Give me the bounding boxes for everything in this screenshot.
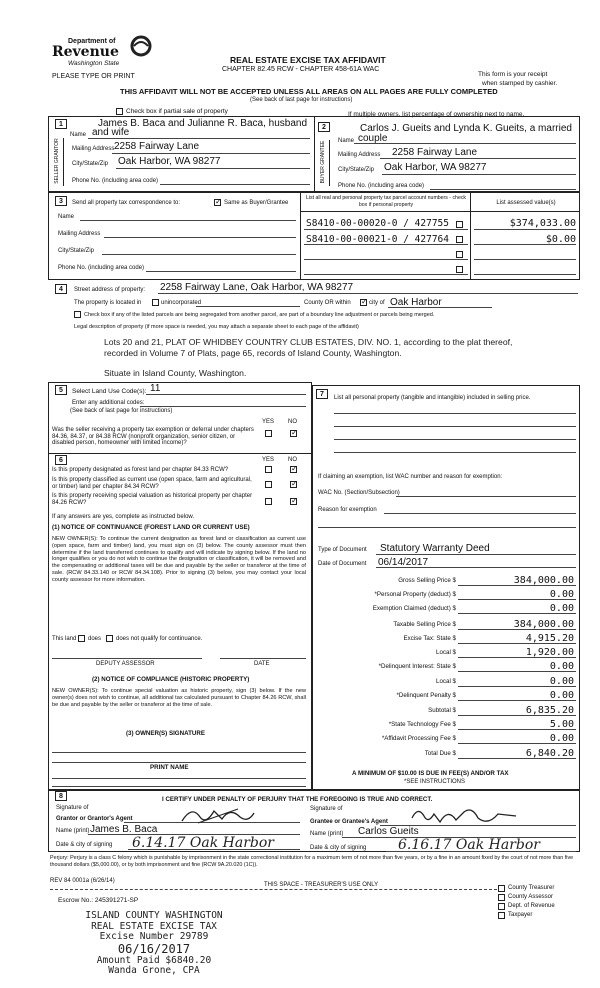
logo-line3: Washington State <box>68 60 120 67</box>
rev-number: REV 84 0001a (6/26/14) <box>50 878 115 884</box>
minimum-fee-note: A MINIMUM OF $10.00 IS DUE IN FEE(S) AND/OR TAX <box>352 770 509 777</box>
copy-assessor-checkbox[interactable] <box>498 894 505 901</box>
parcel-1-value: $374,033.00 <box>509 218 576 229</box>
tax-value: 6,835.20 <box>525 705 574 716</box>
land-does-label: This land <box>52 636 77 642</box>
buyer-name-label: Name <box>338 138 355 144</box>
city-of-label: city of <box>369 300 385 306</box>
s5-no-checkbox[interactable] <box>290 430 297 437</box>
buyer-city-label: City/State/Zip <box>338 167 375 173</box>
tax-value: 384,000.00 <box>513 619 574 630</box>
tax-label: Exemption Claimed (deduct) $ <box>372 605 456 612</box>
parcel-2-personal-checkbox[interactable] <box>456 236 463 243</box>
tax-value: 0.00 <box>549 603 574 614</box>
escrow-number: Escrow No.: 245391271-SP <box>58 897 139 904</box>
additional-codes-label: Enter any additional codes: <box>72 400 145 406</box>
unincorporated-label: unincorporated <box>161 300 202 306</box>
legal-line1: Lots 20 and 21, PLAT OF WHIDBEY COUNTRY CLUB ESTATES, DIV. NO. 1, according to the plat thereof, <box>104 337 513 347</box>
unincorporated-checkbox[interactable] <box>152 299 159 306</box>
grantee-print-label: Name (print) <box>310 831 344 837</box>
s5-no: NO <box>288 419 297 425</box>
buyer-section-num: 2 <box>318 122 330 132</box>
tax-value: 4,915.20 <box>525 633 574 644</box>
doc-date-label: Date of Document <box>318 561 367 567</box>
property-city: Oak Harbor <box>390 297 442 308</box>
parcel-3-personal-checkbox[interactable] <box>456 251 463 258</box>
doc-date: 06/14/2017 <box>378 557 429 568</box>
s3-name-label: Name <box>58 214 75 220</box>
s6-q3-no[interactable] <box>290 498 297 505</box>
parcel-1-number: S8410-00-00020-0 / 427755 <box>306 218 449 229</box>
seller-name-line2: and wife <box>92 127 130 138</box>
notice2-title: (2) NOTICE OF COMPLIANCE (HISTORIC PROPERTY) <box>92 676 250 683</box>
tax-label: Total Due $ <box>424 750 456 757</box>
seller-city-label: City/State/Zip <box>72 161 109 167</box>
deputy-assessor: DEPUTY ASSESSOR <box>96 661 155 667</box>
warning-text: THIS AFFIDAVIT WILL NOT BE ACCEPTED UNLESS ALL AREAS ON ALL PAGES ARE FULLY COMPLETED <box>120 87 498 96</box>
tax-label: Subtotal $ <box>428 707 456 714</box>
s6-q2-yes[interactable] <box>265 481 272 488</box>
city-of-checkbox[interactable] <box>360 299 367 306</box>
tax-value: 5.00 <box>549 719 574 730</box>
land-use-code: 11 <box>150 383 161 394</box>
does-label: does <box>88 636 102 642</box>
tax-label: *Delinquent Interest: State $ <box>378 663 456 670</box>
land-does-checkbox[interactable] <box>78 635 85 642</box>
tax-label: Taxable Selling Price $ <box>393 621 456 628</box>
exemption-question: Was the seller receiving a property tax exemption or deferral under chapters 84.36, 84.37, or 84.38 RCW (nonprofit organization, senior citizen, or disabled person, homeowner with limited income)? <box>52 427 254 447</box>
s6-q3: Is this property receiving special valuation as historical property per chapter 84.26 RCW? <box>52 493 253 506</box>
treasurer-stamp <box>54 911 254 977</box>
print-name-label: PRINT NAME <box>150 764 189 771</box>
section4-num: 4 <box>55 284 67 294</box>
parcel-4-personal-checkbox[interactable] <box>456 266 463 273</box>
reason-label: Reason for exemption <box>318 507 377 513</box>
grantor-sig-label: Signature of <box>56 805 89 811</box>
segregated-note: Check box if any of the listed parcels are being segregated from another parcel, are part of a boundary line adjustment or parcels being merged. <box>84 312 435 318</box>
segregated-checkbox[interactable] <box>74 311 81 318</box>
exemption-claim-label: If claiming an exemption, list WAC number and reason for exemption: <box>318 474 503 480</box>
s6-q1: Is this property designated as forest land per chapter 84.33 RCW? <box>52 467 229 473</box>
see-instructions: *SEE INSTRUCTIONS <box>404 779 466 785</box>
receipt-note1: This form is your receipt <box>478 71 548 78</box>
seller-city: Oak Harbor, WA 98277 <box>118 156 221 167</box>
stamp-county: ISLAND COUNTY WASHINGTON <box>85 910 223 921</box>
same-as-buyer-checkbox[interactable] <box>214 199 221 206</box>
form-title: REAL ESTATE EXCISE TAX AFFIDAVIT <box>230 55 386 65</box>
s6-q2-no[interactable] <box>290 481 297 488</box>
assessed-header: List assessed value(s) <box>496 200 556 206</box>
stamp-excise-number: Excise Number 29789 <box>99 931 209 942</box>
grantee-date-label: Date & city of signing <box>310 845 367 851</box>
certify-statement: I CERTIFY UNDER PENALTY OF PERJURY THAT THE FOREGOING IS TRUE AND CORRECT. <box>162 796 433 803</box>
copy-taxpayer-checkbox[interactable] <box>498 912 505 919</box>
partial-sale-checkbox[interactable] <box>116 108 123 115</box>
grantor-agent-label: Grantor or Grantor's Agent <box>56 816 133 822</box>
see-back-note: (See back of last page for instructions) <box>250 97 353 103</box>
s6-q3-yes[interactable] <box>265 498 272 505</box>
legal-label: Legal description of property (if more space is needed, you may attach a separate sheet to each page of the affidavit) <box>74 324 359 330</box>
tax-label: Local $ <box>436 649 456 656</box>
deputy-date: DATE <box>254 661 270 667</box>
s6-q2: Is this property classified as current use (open space, farm and agricultural, or timber) land per chapter 84.34 RCW? <box>52 477 252 490</box>
grantor-print-label: Name (print) <box>56 828 90 834</box>
copy-dor-checkbox[interactable] <box>498 903 505 910</box>
tax-label: *Delinquent Penalty $ <box>396 692 456 699</box>
tax-label: Excise Tax: State $ <box>403 635 456 642</box>
logo-line1: Department of <box>68 38 116 45</box>
personal-property-label: List all personal property (tangible and intangible) included in selling price. <box>334 395 531 401</box>
please-type: PLEASE TYPE OR PRINT <box>52 73 135 80</box>
grantee-signature <box>408 804 520 828</box>
street-address: 2258 Fairway Lane, Oak Harbor, WA 98277 <box>160 282 354 293</box>
notice2-text: NEW OWNER(S): To continue special valuation as historic property, sign (3) below. If the new owner(s) does not wish to continue, all additional tax calculated pursuant to Chapter 84.26 RCW, shall be due and payable by the seller or transferor at the time of sale. <box>52 688 306 708</box>
grantee-print-name: Carlos Gueits <box>358 826 419 837</box>
s3-phone-label: Phone No. (including area code) <box>58 265 145 271</box>
tax-label: *Affidavit Processing Fee $ <box>381 735 456 742</box>
s5-yes-checkbox[interactable] <box>265 430 272 437</box>
tax-label: *State Technology Fee $ <box>388 721 456 728</box>
stamp-tax: REAL ESTATE EXCISE TAX <box>91 920 217 932</box>
land-does-not-checkbox[interactable] <box>106 635 113 642</box>
buyer-city: Oak Harbor, WA 98277 <box>384 162 487 173</box>
grantor-date-label: Date & city of signing <box>56 842 113 848</box>
tax-value: 384,000.00 <box>513 575 574 586</box>
tax-value: 0.00 <box>549 690 574 701</box>
parcel-2-value: $0.00 <box>545 234 576 245</box>
grantee-agent-label: Grantee or Grantee's Agent <box>310 819 388 825</box>
receipt-note2: when stamped by cashier. <box>482 80 558 87</box>
s3-city-label: City/State/Zip <box>58 248 95 254</box>
grantor-date-city: 6.14.17 Oak Harbor <box>132 835 274 851</box>
land-use-label: Select Land Use Code(s): <box>72 388 147 395</box>
copy-treasurer: County Treasurer <box>508 885 555 891</box>
copy-assessor: County Assessor <box>508 894 554 900</box>
grantee-date-city: 6.16.17 Oak Harbor <box>398 837 540 853</box>
tax-label: *Personal Property (deduct) $ <box>374 591 456 598</box>
tax-value: 6,840.20 <box>525 748 574 759</box>
seller-section-num: 1 <box>55 119 67 129</box>
multiple-owners-note: If multiple owners, list percentage of ownership next to name. <box>348 111 525 118</box>
dor-swoosh-icon <box>130 34 152 58</box>
parcel-header: List all real and personal property tax parcel account numbers - check box if personal property <box>305 195 467 208</box>
section6-num: 6 <box>55 455 67 465</box>
buyer-address-label: Mailing Address <box>338 152 381 158</box>
form-chapters: CHAPTER 82.45 RCW - CHAPTER 458-61A WAC <box>222 66 380 73</box>
tax-value: 1,920.00 <box>525 647 574 658</box>
buyer-name-line2: couple <box>358 133 388 144</box>
perjury-note: Perjury: Perjury is a class C felony which is punishable by imprisonment in the state correctional institution for a maximum term of not more than five years, or by a fine in an amount fixed by the court of not more than five thousand dollars ($5,000.00), or by both imprisonment and fine (RCW 9A.20.020 (1C)). <box>50 855 574 868</box>
tax-label: Local $ <box>436 678 456 685</box>
copy-treasurer-checkbox[interactable] <box>498 885 505 892</box>
s6-if-any: If any answers are yes, complete as instructed below. <box>52 514 195 520</box>
seller-side-label: SELLER GRANTOR <box>50 138 64 186</box>
seller-address-label: Mailing Address <box>72 146 115 152</box>
partial-sale-label: Check box if partial sale of property <box>126 108 228 115</box>
county-or-within: County OR within <box>304 300 351 306</box>
doc-type-label: Type of Document <box>318 547 367 553</box>
tax-label: Gross Selling Price $ <box>398 577 456 584</box>
parcel-1-personal-checkbox[interactable] <box>456 221 463 228</box>
section3-num: 3 <box>55 196 67 206</box>
buyer-side-label: BUYER GRANTEE <box>316 140 330 186</box>
seller-name-label: Name <box>70 132 87 138</box>
legal-line2: recorded in Volume 7 of Plats, page 65, records of Island County, Washington. <box>104 348 402 358</box>
section7-num: 7 <box>316 389 328 399</box>
grantee-sig-label: Signature of <box>310 806 343 812</box>
s5-yes: YES <box>262 419 275 425</box>
owner-signature-label: (3) OWNER(S) SIGNATURE <box>126 730 205 737</box>
notice1-title: (1) NOTICE OF CONTINUANCE (FOREST LAND OR CURRENT USE) <box>52 524 250 531</box>
section5-num: 5 <box>55 385 67 395</box>
stamp-amount: Amount Paid $6840.20 <box>96 954 212 966</box>
same-as-buyer-label: Same as Buyer/Grantee <box>224 200 289 206</box>
send-correspondence-label: Send all property tax correspondence to: <box>72 200 181 206</box>
copy-taxpayer: Taxpayer <box>508 912 533 918</box>
doc-type: Statutory Warranty Deed <box>380 543 490 554</box>
seller-address: 2258 Fairway Lane <box>114 141 200 152</box>
grantor-print-name: James B. Baca <box>90 824 158 835</box>
located-label: The property is located in <box>74 300 142 306</box>
s6-q1-yes[interactable] <box>265 466 272 473</box>
wac-label: WAC No. (Section/Subsection) <box>318 490 400 496</box>
s6-yes: YES <box>262 457 275 463</box>
tax-value: 0.00 <box>549 589 574 600</box>
seller-phone-label: Phone No. (including area code) <box>72 178 159 184</box>
copy-dor: Dept. of Revenue <box>508 903 555 909</box>
logo-line2: Revenue <box>52 44 119 60</box>
tax-value: 0.00 <box>549 733 574 744</box>
stamp-signer: Wanda Grone, CPA <box>108 965 200 976</box>
notice1-text: NEW OWNER(S): To continue the current designation as forest land or classification as current use (open space, farm and timber) land, you must sign on (3) below. The county assessor must then determine if the land transferred continues to qualify and will indicate by signing below. If the land no longer qualifies or you do not wish to continue the designation or classification, it will be removed and the compensating or additional taxes will be due and payable by the seller or transferor at the time of sale. (RCW 84.33.140 or RCW 84.34.108). Prior to signing (3) below, you may contact your local county assessor for more information. <box>52 536 306 583</box>
stamp-date: 06/16/2017 <box>117 941 191 956</box>
buyer-address: 2258 Fairway Lane <box>392 147 478 158</box>
street-label: Street address of property: <box>74 287 146 293</box>
s6-q1-no[interactable] <box>290 466 297 473</box>
treasurer-only: THIS SPACE - TREASURER'S USE ONLY <box>264 882 379 888</box>
buyer-name-line1: Carlos J. Gueits and Lynda K. Gueits, a married <box>360 123 572 134</box>
grantor-signature <box>178 803 258 827</box>
tax-value: 0.00 <box>549 661 574 672</box>
parcel-2-number: S8410-00-00021-0 / 427764 <box>306 234 449 245</box>
dor-logo <box>50 34 160 74</box>
s3-address-label: Mailing Address <box>58 231 101 237</box>
s5-see-back: (See back of last page for instructions) <box>70 408 173 414</box>
s6-no: NO <box>288 457 297 463</box>
tax-value: 0.00 <box>549 676 574 687</box>
buyer-phone-label: Phone No. (including area code) <box>338 183 425 189</box>
seller-name-line1: James B. Baca and Julianne R. Baca, husband <box>98 118 308 129</box>
does-not-label: does not qualify for continuance. <box>116 636 203 642</box>
legal-line3: Situate in Island County, Washington. <box>104 368 247 378</box>
section8-num: 8 <box>55 791 67 801</box>
